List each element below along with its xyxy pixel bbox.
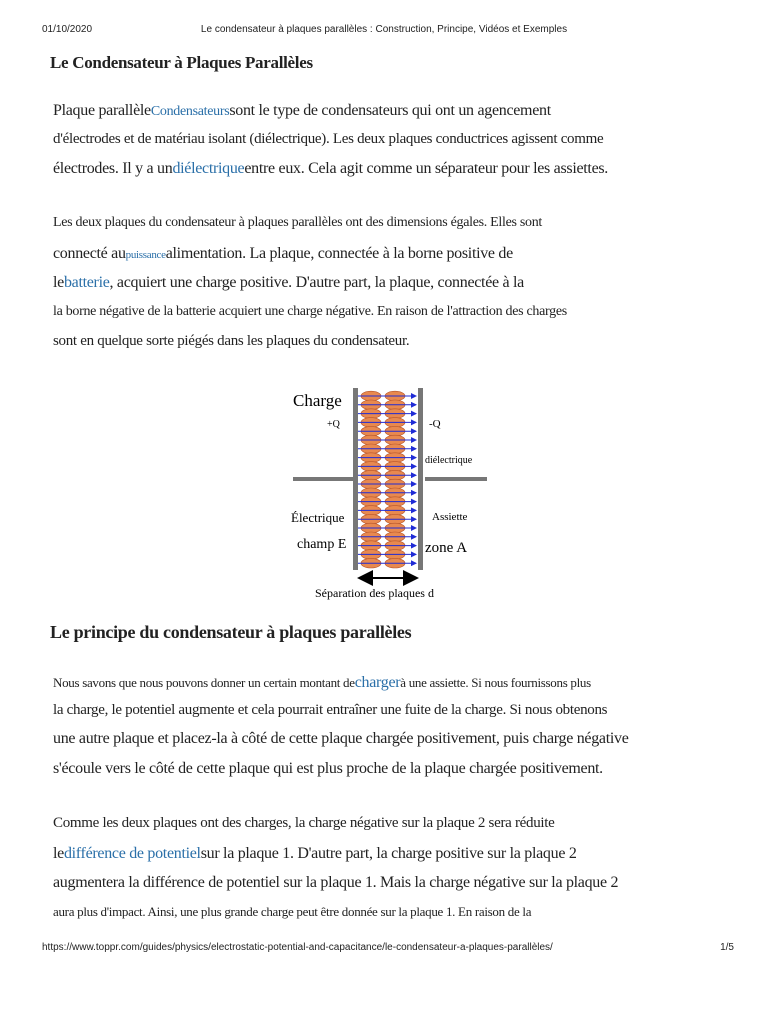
- electric-label: Électrique: [291, 510, 345, 525]
- link-charger[interactable]: charger: [354, 674, 401, 691]
- text-line: Les deux plaques du condensateur à plaques parallèles ont des dimensions égales. Elles sont: [53, 215, 543, 230]
- page-number: 1/5: [720, 942, 734, 953]
- text-line: augmentera la différence de potentiel sur la plaque 1. Mais la charge négative sur la plaque 2: [53, 874, 619, 891]
- link-batterie[interactable]: batterie: [63, 274, 110, 291]
- text-line: la borne négative de la batterie acquiert une charge négative. En raison de l'attraction des charges: [53, 304, 567, 319]
- link-puissance[interactable]: puissance: [125, 249, 166, 261]
- field-label: champ E: [297, 537, 347, 552]
- text-line: Comme les deux plaques ont des charges, la charge négative sur la plaque 2 sera réduite: [53, 815, 555, 831]
- link-dielectrique[interactable]: diélectrique: [172, 160, 245, 177]
- text-line: la charge, le potentiel augmente et cela pourrait entraîner une fuite de la charge. Si nous obtenons: [53, 702, 608, 718]
- right-plate: [418, 388, 423, 570]
- separation-label: Séparation des plaques d: [315, 586, 434, 600]
- section-title: Le Condensateur à Plaques Parallèles: [50, 53, 313, 72]
- link-condensateurs[interactable]: Condensateurs: [150, 104, 230, 119]
- plus-q-label: +Q: [327, 419, 340, 430]
- capacitor-diagram: [285, 382, 495, 604]
- text-line: Plaque parallèleCondensateurssont le type de condensateurs qui ont un agencement: [53, 102, 551, 119]
- document-title: Le condensateur à plaques parallèles : Construction, Principe, Vidéos et Exemples: [200, 24, 568, 35]
- text-line: lebatterie, acquiert une charge positive. D'autre part, la plaque, connectée à la: [53, 274, 524, 291]
- dielectric-label: diélectrique: [425, 455, 473, 466]
- left-plate: [353, 388, 358, 570]
- text-line: d'électrodes et de matériau isolant (diélectrique). Les deux plaques conductrices agissent comme: [53, 131, 604, 147]
- text-line: une autre plaque et placez-la à côté de cette plaque chargée positivement, puis charge négative: [53, 730, 629, 747]
- source-url: https://www.toppr.com/guides/physics/electrostatic-potential-and-capacitance/le-condensateur-a-plaques-parallèles/: [42, 942, 553, 953]
- dielectric-layer: [358, 391, 416, 568]
- text-line: ledifférence de potentielsur la plaque 1. D'autre part, la charge positive sur la plaque 2: [53, 845, 577, 862]
- text-line: connecté aupuissancealimentation. La plaque, connectée à la borne positive de: [53, 245, 513, 262]
- section-title: Le principe du condensateur à plaques parallèles: [50, 622, 412, 642]
- text-line: s'écoule vers le côté de cette plaque qui est plus proche de la plaque chargée positivement.: [53, 760, 603, 777]
- charge-label: Charge: [293, 391, 342, 410]
- area-label: zone A: [425, 540, 468, 556]
- text-line: Nous savons que nous pouvons donner un certain montant dechargerà une assiette. Si nous fournissons plus: [53, 674, 591, 691]
- minus-q-label: -Q: [429, 418, 441, 430]
- plate-label: Assiette: [432, 511, 468, 523]
- text-line: sont en quelque sorte piégés dans les plaques du condensateur.: [53, 333, 410, 349]
- print-date: 01/10/2020: [42, 24, 93, 35]
- link-difference-potentiel[interactable]: différence de potentiel: [63, 845, 201, 862]
- text-line: aura plus d'impact. Ainsi, une plus grande charge peut être donnée sur la plaque 1. En raison de la: [53, 904, 532, 919]
- text-line: électrodes. Il y a undiélectriqueentre eux. Cela agit comme un séparateur pour les assiettes.: [53, 160, 609, 177]
